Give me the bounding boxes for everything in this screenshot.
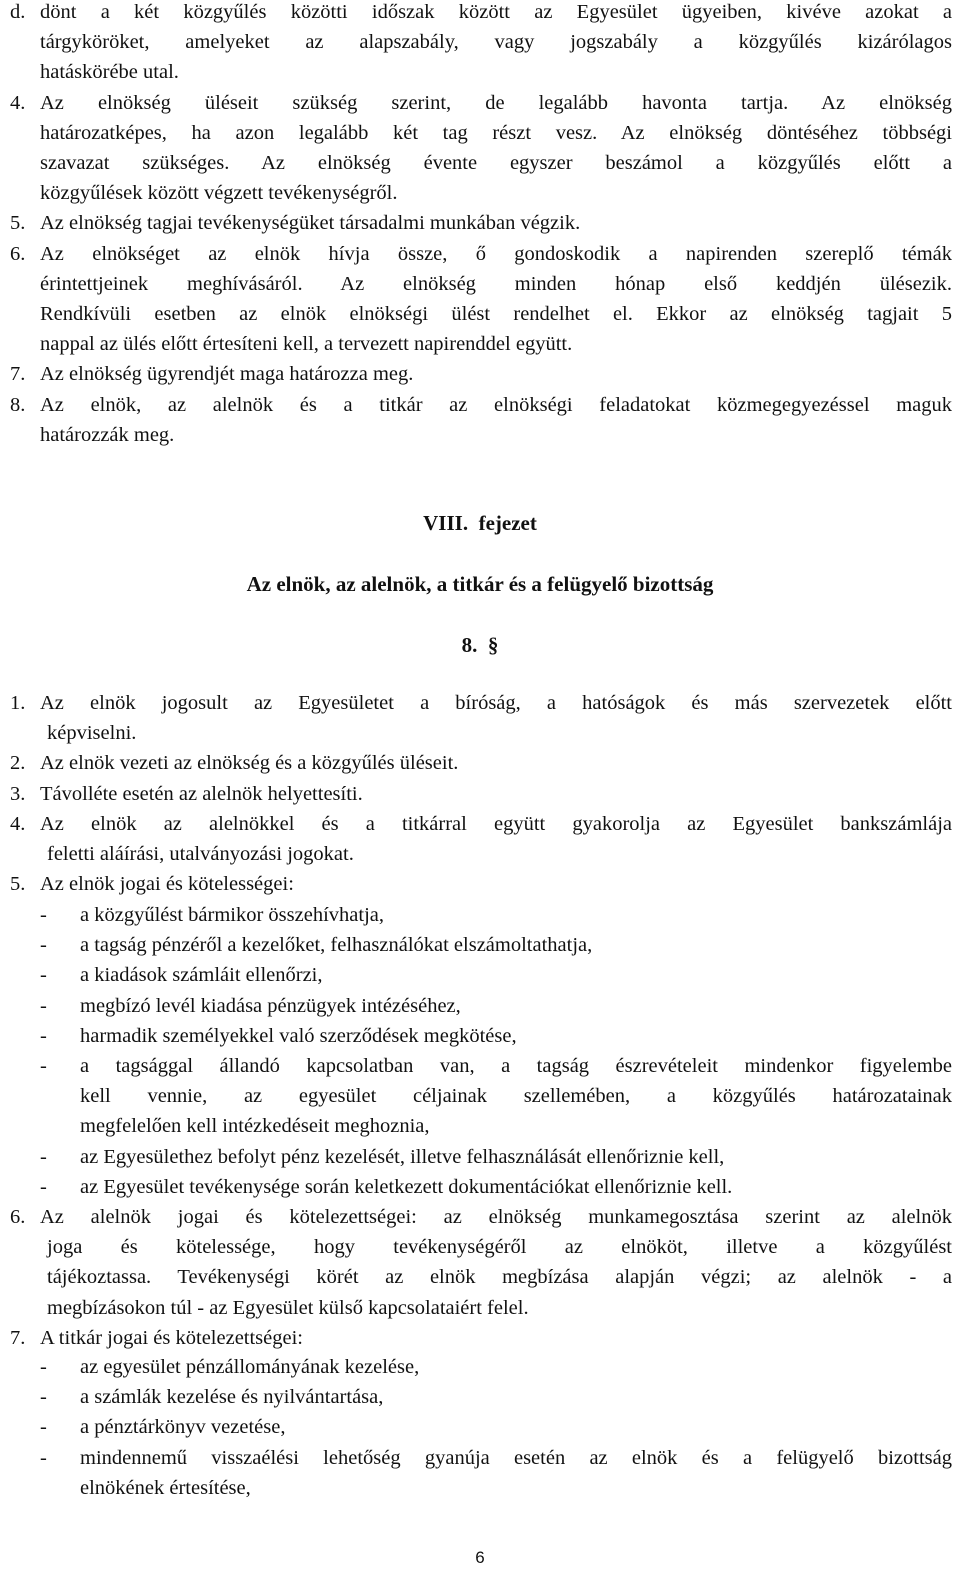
paragraph-text: tárgyköröket, amelyeket az alapszabály, vagy jogszabály a közgyűlés kizárólagos bbox=[40, 31, 952, 54]
paragraph-text: Az elnökség ügyrendjét maga határozza meg. bbox=[40, 363, 414, 386]
list-item-text: az Egyesület tevékenysége során keletkezett dokumentációkat ellenőriznie kell. bbox=[80, 1175, 733, 1198]
paragraph-text: joga és kötelessége, hogy tevékenységéről az elnököt, illetve a közgyűlést bbox=[47, 1236, 952, 1259]
item-line bbox=[0, 118, 960, 148]
item47-line bbox=[0, 1262, 960, 1292]
item47-line bbox=[0, 718, 960, 748]
item-line bbox=[0, 390, 960, 420]
paragraph-text: nappal az ülés előtt értesíteni kell, a tervezett napirenddel együtt. bbox=[40, 333, 573, 356]
item-number: 4. bbox=[10, 91, 26, 114]
paragraph-text: A titkár jogai és kötelezettségei: bbox=[40, 1326, 303, 1349]
paragraph-text: határozzák meg. bbox=[40, 423, 175, 446]
item-line bbox=[0, 88, 960, 118]
paragraph-text: szavazat szükséges. Az elnökség évente egyszer beszámol a közgyűlés előtt a bbox=[40, 152, 952, 174]
item-number: d. bbox=[10, 1, 26, 23]
list-item-text: a pénztárkönyv vezetése, bbox=[80, 1416, 286, 1439]
list-item-text: a közgyűlést bármikor összehívhatja, bbox=[80, 904, 384, 926]
item-number: 5. bbox=[10, 873, 26, 896]
item47-line bbox=[0, 839, 960, 869]
paragraph-text: Az elnökség tagjai tevékenységüket társadalmi munkában végzik. bbox=[40, 212, 581, 235]
paragraph-text: képviselni. bbox=[47, 722, 137, 745]
item-number: 2. bbox=[10, 752, 26, 775]
list-dash: - bbox=[40, 964, 47, 987]
item-number: 5. bbox=[10, 212, 26, 235]
list-item-text: a tagság pénzéről a kezelőket, felhasználókat elszámoltathatja, bbox=[80, 934, 593, 957]
list-item-text: a számlák kezelése és nyilvántartása, bbox=[80, 1386, 384, 1409]
list-item-text: kell vennie, az egyesület céljainak szellemében, a közgyűlés határozatainak bbox=[80, 1085, 952, 1108]
item47-line bbox=[0, 869, 960, 899]
item-number: 1. bbox=[10, 692, 26, 714]
paragraph-text: Az elnök jogai és kötelességei: bbox=[40, 873, 294, 896]
item47-line bbox=[0, 1323, 960, 1353]
item-number: 8. bbox=[10, 393, 26, 416]
paragraph-text: közgyűlések között végzett tevékenységről. bbox=[40, 182, 398, 205]
paragraph-text: dönt a két közgyűlés közötti időszak között az Egyesület ügyeiben, kivéve azokat a bbox=[40, 1, 952, 23]
dash-line bbox=[0, 1021, 960, 1051]
list-dash: - bbox=[40, 1356, 47, 1378]
paragraph-text: Távolléte esetén az alelnök helyettesíti. bbox=[40, 782, 363, 805]
item-line bbox=[0, 239, 960, 269]
item-line bbox=[0, 57, 960, 87]
dash-line bbox=[0, 1352, 960, 1382]
item-number: 4. bbox=[10, 812, 26, 835]
dash-line bbox=[0, 1412, 960, 1442]
list-dash: - bbox=[40, 994, 47, 1017]
item-line bbox=[0, 208, 960, 238]
list-item-text: az Egyesülethez befolyt pénz kezelését, illetve felhasználását ellenőriznie kell, bbox=[80, 1145, 725, 1168]
item-line bbox=[0, 420, 960, 450]
dash-line bbox=[0, 991, 960, 1021]
page-number: 6 bbox=[475, 1548, 485, 1567]
item47-line bbox=[0, 1232, 960, 1262]
paragraph-text: megbízásokon túl - az Egyesület külső kapcsolataiért felel. bbox=[47, 1296, 529, 1319]
dash-line bbox=[0, 1172, 960, 1202]
list-item-text: a kiadások számláit ellenőrzi, bbox=[80, 964, 323, 987]
dash-line bbox=[0, 1473, 960, 1503]
list-dash: - bbox=[40, 1386, 47, 1409]
list-item-text: a tagsággal állandó kapcsolatban van, a tagság észrevételeit mindenkor figyelembe bbox=[80, 1055, 952, 1077]
paragraph-text: feletti aláírási, utalványozási jogokat. bbox=[47, 843, 354, 865]
paragraph-text: határozatképes, ha azon legalább két tag részt vesz. Az elnökség döntéséhez többségi bbox=[40, 121, 952, 144]
item-line bbox=[0, 0, 960, 27]
section-number: 8. § bbox=[461, 633, 499, 657]
paragraph-text: Az elnök vezeti az elnökség és a közgyűlés üléseit. bbox=[40, 752, 459, 775]
paragraph-text: Rendkívüli esetben az elnök elnökségi ülést rendelhet el. Ekkor az elnökség tagjait 5 bbox=[40, 303, 952, 325]
list-dash: - bbox=[40, 1446, 47, 1469]
list-dash: - bbox=[40, 934, 47, 957]
item-number: 7. bbox=[10, 1326, 26, 1349]
paragraph-text: hatáskörébe utal. bbox=[40, 61, 179, 84]
item-line bbox=[0, 148, 960, 178]
paragraph-text: Az alelnök jogai és kötelezettségei: az elnökség munkamegosztása szerint az alelnök bbox=[40, 1206, 952, 1228]
list-dash: - bbox=[40, 1024, 47, 1047]
list-dash: - bbox=[40, 1416, 47, 1439]
list-item-text: megfelelően kell intézkedéseit meghoznia, bbox=[80, 1115, 430, 1138]
paragraph-text: érintettjeinek meghívásáról. Az elnökség minden hónap első keddjén ülésezik. bbox=[40, 272, 952, 295]
item47-line bbox=[0, 1293, 960, 1323]
item-number: 7. bbox=[10, 363, 26, 386]
dash-line bbox=[0, 930, 960, 960]
item-line bbox=[0, 27, 960, 57]
item-number: 6. bbox=[10, 242, 26, 265]
paragraph-text: tájékoztassa. Tevékenységi körét az elnök megbízása alapján végzi; az alelnök - a bbox=[47, 1266, 952, 1289]
item47-line bbox=[0, 779, 960, 809]
paragraph-text: Az elnökség üléseit szükség szerint, de legalább havonta tartja. Az elnökség bbox=[40, 91, 952, 114]
item47-line bbox=[0, 1202, 960, 1232]
paragraph-text: Az elnök jogosult az Egyesületet a bíróság, a hatóságok és más szervezetek előtt bbox=[40, 692, 952, 714]
dash-line bbox=[0, 960, 960, 990]
paragraph-text: Az elnök, az alelnök és a titkár az elnökségi feladatokat közmegegyezéssel maguk bbox=[40, 393, 952, 416]
paragraph-text: Az elnökséget az elnök hívja össze, ő gondoskodik a napirenden szereplő témák bbox=[40, 242, 952, 265]
list-item-text: az egyesület pénzállományának kezelése, bbox=[80, 1356, 420, 1378]
item47-line bbox=[0, 688, 960, 718]
dash-line bbox=[0, 1142, 960, 1172]
list-item-text: megbízó levél kiadása pénzügyek intézéséhez, bbox=[80, 994, 461, 1017]
list-dash: - bbox=[40, 1175, 47, 1198]
chapter-number: VIII. fejezet bbox=[423, 511, 537, 535]
item47-line bbox=[0, 748, 960, 778]
list-dash: - bbox=[40, 1145, 47, 1168]
item-line bbox=[0, 359, 960, 389]
item-line bbox=[0, 299, 960, 329]
list-item-text: harmadik személyekkel való szerződések megkötése, bbox=[80, 1024, 517, 1047]
list-item-text: elnökének értesítése, bbox=[80, 1476, 251, 1499]
dash-line bbox=[0, 1051, 960, 1081]
dash-line bbox=[0, 1382, 960, 1412]
dash-line bbox=[0, 1081, 960, 1111]
chapter-title: Az elnök, az alelnök, a titkár és a felügyelő bizottság bbox=[246, 572, 714, 596]
list-dash: - bbox=[40, 1055, 47, 1077]
dash-line bbox=[0, 1111, 960, 1141]
paragraph-text: Az elnök az alelnökkel és a titkárral együtt gyakorolja az Egyesület bankszámlája bbox=[40, 812, 952, 835]
item-number: 6. bbox=[10, 1206, 26, 1228]
item47-line bbox=[0, 809, 960, 839]
item-line bbox=[0, 329, 960, 359]
item-line bbox=[0, 178, 960, 208]
list-dash: - bbox=[40, 904, 47, 926]
list-item-text: mindennemű visszaélési lehetőség gyanúja esetén az elnök és a felügyelő bizottság bbox=[80, 1446, 952, 1469]
item-number: 3. bbox=[10, 782, 26, 805]
dash-line bbox=[0, 900, 960, 930]
item-line bbox=[0, 269, 960, 299]
dash-line bbox=[0, 1443, 960, 1473]
